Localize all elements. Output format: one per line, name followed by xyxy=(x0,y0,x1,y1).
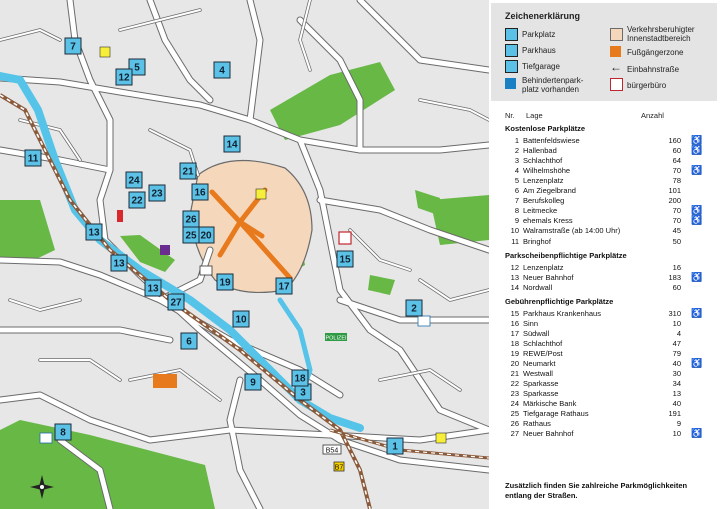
parking-marker-label: 17 xyxy=(278,281,290,293)
table-header-nr: Nr. xyxy=(505,111,515,120)
row-location: REWE/Post xyxy=(523,348,563,358)
parking-marker-1[interactable] xyxy=(387,438,403,454)
row-count: 70 xyxy=(672,216,681,226)
legend-title: Zeichenerklärung xyxy=(505,11,581,21)
row-number: 17 xyxy=(510,328,519,338)
parking-marker-label: 14 xyxy=(226,139,238,151)
table-row xyxy=(505,206,715,216)
row-count: 34 xyxy=(672,379,681,389)
one-way-arrow-icon: ← xyxy=(610,60,622,74)
row-number: 20 xyxy=(510,358,519,368)
parking-marker-4[interactable] xyxy=(214,62,230,78)
parking-marker-26[interactable] xyxy=(183,211,199,227)
parking-marker-label: 24 xyxy=(128,175,140,187)
row-location: Schlachthof xyxy=(523,338,563,348)
row-number: 25 xyxy=(510,409,519,419)
parking-marker-15[interactable] xyxy=(337,251,353,267)
table-row xyxy=(505,186,715,196)
police-label-text: POLIZEI xyxy=(325,335,347,342)
parking-marker-label: 25 xyxy=(185,230,197,242)
table-row xyxy=(505,226,715,236)
disabled-parking-icon: ♿ xyxy=(691,428,703,439)
row-count: 60 xyxy=(672,282,681,292)
row-count: 191 xyxy=(668,409,681,419)
legend-label-buergerbuero: bürgerbüro xyxy=(627,81,667,90)
row-location: Westwall xyxy=(523,369,553,378)
row-count: 45 xyxy=(672,226,681,236)
parking-marker-label: 4 xyxy=(219,65,225,77)
parking-marker-label: 23 xyxy=(151,188,163,200)
parking-marker-8[interactable] xyxy=(55,424,71,440)
sports-field-icon xyxy=(153,374,177,388)
parking-marker-label: 16 xyxy=(194,187,206,199)
road-label-b7-text: B7 xyxy=(334,464,344,472)
row-location: Tiefgarage Rathaus xyxy=(523,409,589,419)
parking-marker-23[interactable] xyxy=(149,185,165,201)
row-number: 6 xyxy=(514,186,519,196)
row-count: 64 xyxy=(672,156,681,166)
row-location: Am Ziegelbrand xyxy=(523,186,576,196)
disabled-parking-icon: ♿ xyxy=(691,205,703,216)
row-location: Neumarkt xyxy=(523,358,556,368)
row-count: 4 xyxy=(676,328,681,338)
table-row xyxy=(505,263,715,273)
row-count: 79 xyxy=(672,348,681,358)
disabled-parking-icon: ♿ xyxy=(691,215,703,226)
row-count: 200 xyxy=(668,196,681,206)
parking-marker-27[interactable] xyxy=(168,294,184,310)
parking-marker-11[interactable] xyxy=(25,150,41,166)
row-number: 4 xyxy=(514,166,519,176)
row-count: 10 xyxy=(672,429,681,439)
table-row xyxy=(505,339,715,349)
row-count: 60 xyxy=(672,146,681,156)
row-number: 14 xyxy=(510,282,519,292)
row-location: Nordwall xyxy=(523,282,553,292)
row-number: 19 xyxy=(510,348,519,358)
disabled-parking-icon: ♿ xyxy=(691,145,703,156)
row-location: ehemals Kress xyxy=(523,216,573,226)
parking-marker-12[interactable] xyxy=(116,69,132,85)
yellow-poi-icon-2 xyxy=(256,189,266,199)
row-number: 3 xyxy=(514,156,519,166)
legend-label-fussgaengerzone: Fußgängerzone xyxy=(627,48,684,57)
traffic-calmed-area-swatch xyxy=(610,28,623,41)
swimming-icon-1 xyxy=(418,316,430,326)
parking-marker-label: 7 xyxy=(70,41,76,53)
table-row xyxy=(505,349,715,359)
table-row xyxy=(505,136,715,146)
parking-marker-label: 5 xyxy=(134,62,140,74)
table-row xyxy=(505,156,715,166)
red-building-icon xyxy=(117,210,123,222)
parking-marker-2[interactable] xyxy=(406,300,422,316)
parking-marker-label: 15 xyxy=(339,254,351,266)
row-count: 70 xyxy=(672,166,681,176)
parking-marker-label: 3 xyxy=(300,387,306,399)
parking-marker-13[interactable] xyxy=(111,255,127,271)
parking-marker-label: 26 xyxy=(185,214,197,226)
parking-marker-label: 13 xyxy=(88,227,100,239)
row-location: Battenfeldswiese xyxy=(523,136,580,145)
legend-label-parkhaus: Parkhaus xyxy=(522,46,556,55)
parking-marker-24[interactable] xyxy=(126,172,142,188)
table-row xyxy=(505,359,715,369)
table-row xyxy=(505,389,715,399)
row-number: 9 xyxy=(514,216,519,226)
row-number: 5 xyxy=(514,176,519,186)
row-location: Sinn xyxy=(523,318,539,328)
parking-marker-label: 27 xyxy=(170,297,182,309)
row-location: Neuer Bahnhof xyxy=(523,429,574,439)
parking-marker-label: 13 xyxy=(113,258,125,270)
parking-marker-label: 9 xyxy=(250,377,256,389)
parking-marker-10[interactable] xyxy=(233,311,249,327)
table-row xyxy=(505,329,715,339)
row-count: 101 xyxy=(668,186,681,196)
row-count: 40 xyxy=(672,358,681,368)
parking-marker-13[interactable] xyxy=(145,280,161,296)
parking-marker-19[interactable] xyxy=(217,274,233,290)
table-row xyxy=(505,216,715,226)
swimming-icon-2 xyxy=(40,433,52,443)
row-count: 16 xyxy=(672,262,681,272)
disabled-parking-icon xyxy=(505,78,516,89)
row-number: 1 xyxy=(514,136,519,145)
row-location: Bringhof xyxy=(523,236,551,246)
yellow-poi-icon-1 xyxy=(100,47,110,57)
parking-marker-9[interactable] xyxy=(245,374,261,390)
parking-marker-13[interactable] xyxy=(86,224,102,240)
row-number: 10 xyxy=(510,226,519,236)
parking-garage-icon xyxy=(505,44,518,57)
table-header-anzahl: Anzahl xyxy=(641,111,664,120)
row-number: 23 xyxy=(510,389,519,399)
table-row xyxy=(505,166,715,176)
row-number: 16 xyxy=(510,318,519,328)
row-location: Parkhaus Krankenhaus xyxy=(523,308,601,318)
parking-marker-label: 20 xyxy=(200,230,212,242)
parking-marker-17[interactable] xyxy=(276,278,292,294)
row-count: 10 xyxy=(672,318,681,328)
row-number: 27 xyxy=(510,429,519,439)
row-number: 26 xyxy=(510,419,519,429)
parking-icon xyxy=(505,28,518,41)
parking-marker-18[interactable] xyxy=(292,370,308,386)
parking-marker-25[interactable] xyxy=(183,227,199,243)
legend-label-tiefgarage: Tiefgarage xyxy=(522,62,560,71)
row-count: 70 xyxy=(672,206,681,216)
disabled-parking-icon: ♿ xyxy=(691,165,703,176)
disabled-parking-icon: ♿ xyxy=(691,271,703,282)
table-row xyxy=(505,309,715,319)
parking-marker-label: 18 xyxy=(294,373,306,385)
underground-garage-icon xyxy=(505,60,518,73)
parking-marker-21[interactable] xyxy=(180,163,196,179)
row-location: Märkische Bank xyxy=(523,399,577,409)
row-location: Neuer Bahnhof xyxy=(523,272,574,282)
row-location: Sparkasse xyxy=(523,379,559,389)
road-label-b54-text: B54 xyxy=(325,447,339,455)
table-row xyxy=(505,319,715,329)
parking-marker-label: 12 xyxy=(118,72,130,84)
info-icon xyxy=(339,232,351,244)
parking-marker-label: 8 xyxy=(60,427,66,439)
table-row xyxy=(505,369,715,379)
row-location: Schlachthof xyxy=(523,156,563,166)
table-row xyxy=(505,237,715,247)
table-row xyxy=(505,409,715,419)
row-number: 7 xyxy=(514,196,519,206)
row-number: 2 xyxy=(514,146,519,156)
yellow-poi-icon-3 xyxy=(436,433,446,443)
parking-marker-label: 21 xyxy=(182,166,194,178)
footnote: Zusätzlich finden Sie zahlreiche Parkmöglichkeiten entlang der Straßen. xyxy=(505,481,688,500)
row-count: 47 xyxy=(672,338,681,348)
parking-marker-7[interactable] xyxy=(65,38,81,54)
section-title: Parkscheibenpflichtige Parkplätze xyxy=(505,250,627,260)
parking-marker-label: 19 xyxy=(219,277,231,289)
row-count: 9 xyxy=(676,419,681,429)
parking-marker-label: 10 xyxy=(235,314,247,326)
parking-marker-14[interactable] xyxy=(224,136,240,152)
row-location: Lenzenplatz xyxy=(523,176,564,186)
parking-marker-label: 22 xyxy=(131,195,143,207)
row-count: 160 xyxy=(668,136,681,145)
row-location: Lenzenplatz xyxy=(523,262,564,272)
row-location: Rathaus xyxy=(523,419,551,429)
parking-marker-label: 2 xyxy=(411,303,417,315)
section-title: Kostenlose Parkplätze xyxy=(505,124,586,133)
parking-marker-16[interactable] xyxy=(192,184,208,200)
parking-marker-20[interactable] xyxy=(198,227,214,243)
row-number: 8 xyxy=(514,206,519,216)
parking-marker-label: 11 xyxy=(27,153,39,165)
row-location: Wilhelmshöhe xyxy=(523,166,571,176)
row-location: Hallenbad xyxy=(523,146,557,156)
legend xyxy=(491,3,717,101)
pedestrian-zone-swatch xyxy=(610,46,621,57)
table-row xyxy=(505,429,715,439)
table-row xyxy=(505,419,715,429)
row-count: 310 xyxy=(668,308,681,318)
row-number: 22 xyxy=(510,379,519,389)
table-row xyxy=(505,146,715,156)
table-header-lage: Lage xyxy=(526,111,543,120)
building-icon xyxy=(200,266,212,275)
parking-marker-label: 1 xyxy=(392,441,398,453)
row-location: Südwall xyxy=(523,328,550,338)
parking-marker-label: 6 xyxy=(186,336,192,348)
table-row xyxy=(505,399,715,409)
legend-label-parkplatz: Parkplatz xyxy=(522,30,556,39)
disabled-parking-icon: ♿ xyxy=(691,307,703,318)
row-count: 30 xyxy=(672,369,681,378)
row-location: Berufskolleg xyxy=(523,196,565,206)
table-row xyxy=(505,176,715,186)
row-count: 183 xyxy=(668,272,681,282)
row-count: 78 xyxy=(672,176,681,186)
parking-marker-22[interactable] xyxy=(129,192,145,208)
legend-label-behindertenparkplatz: Behindertenpark- platz vorhanden xyxy=(522,76,584,94)
row-location: Sparkasse xyxy=(523,389,559,399)
table-row xyxy=(505,379,715,389)
legend-label-verkehrsberuhigt: Verkehrsberuhigter Innenstadtbereich xyxy=(627,25,695,43)
row-count: 13 xyxy=(672,389,681,399)
table-row xyxy=(505,273,715,283)
row-number: 12 xyxy=(510,262,519,272)
row-number: 15 xyxy=(510,308,519,318)
row-number: 13 xyxy=(510,272,519,282)
info-panel xyxy=(489,0,720,509)
disabled-parking-icon: ♿ xyxy=(691,135,703,145)
disabled-parking-icon: ♿ xyxy=(691,357,703,368)
legend-label-einbahnstrasse: Einbahnstraße xyxy=(627,65,680,74)
row-number: 11 xyxy=(511,236,519,246)
info-icon xyxy=(610,78,623,91)
row-count: 50 xyxy=(672,236,681,246)
row-location: Walramstraße (ab 14:00 Uhr) xyxy=(523,226,621,236)
table-row xyxy=(505,196,715,206)
row-number: 21 xyxy=(510,369,519,378)
section-title: Gebührenpflichtige Parkplätze xyxy=(505,296,614,306)
table-row xyxy=(505,283,715,293)
row-count: 40 xyxy=(672,399,681,409)
row-number: 24 xyxy=(510,399,519,409)
row-location: Leitmecke xyxy=(523,206,558,216)
parking-marker-6[interactable] xyxy=(181,333,197,349)
row-number: 18 xyxy=(510,338,519,348)
purple-poi-icon xyxy=(160,245,170,255)
parking-marker-label: 13 xyxy=(147,283,159,295)
